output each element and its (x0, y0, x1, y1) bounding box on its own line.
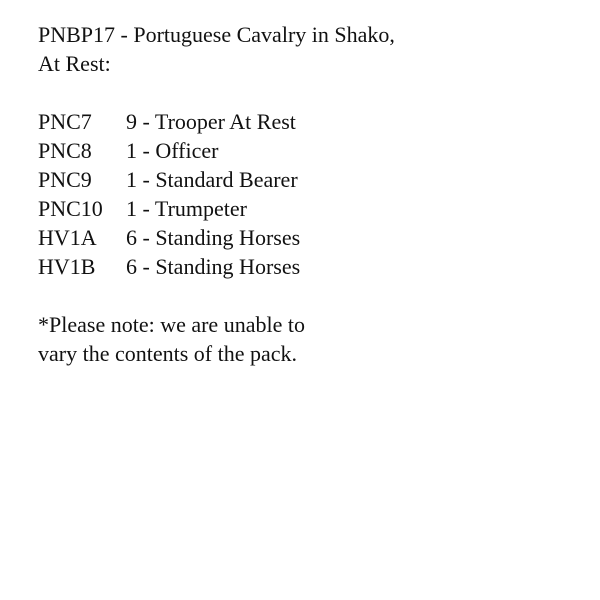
title-line-2: At Rest: (38, 51, 111, 76)
list-item (38, 136, 578, 165)
item-code: PNC7 (38, 109, 92, 134)
list-item (38, 194, 578, 223)
list-item (38, 252, 578, 281)
item-description: 6 - Standing Horses (126, 225, 301, 250)
item-code: PNC9 (38, 167, 92, 192)
list-item (38, 165, 578, 194)
item-description: 1 - Trumpeter (126, 196, 247, 221)
item-code: HV1A (38, 225, 97, 250)
item-description: 9 - Trooper At Rest (126, 109, 296, 134)
item-description: 1 - Officer (126, 138, 219, 163)
product-title (38, 20, 578, 78)
list-item (38, 223, 578, 252)
item-description: 1 - Standard Bearer (126, 167, 298, 192)
item-code: PNC10 (38, 196, 103, 221)
product-description (38, 20, 578, 368)
note-line-1: *Please note: we are unable to (38, 312, 305, 337)
title-line-1: PNBP17 - Portuguese Cavalry in Shako, (38, 22, 395, 47)
item-description: 6 - Standing Horses (126, 254, 301, 279)
item-code: HV1B (38, 254, 96, 279)
pack-note (38, 310, 578, 368)
note-line-2: vary the contents of the pack. (38, 341, 298, 366)
item-code: PNC8 (38, 138, 92, 163)
list-item (38, 107, 578, 136)
pack-contents-list (38, 107, 578, 281)
